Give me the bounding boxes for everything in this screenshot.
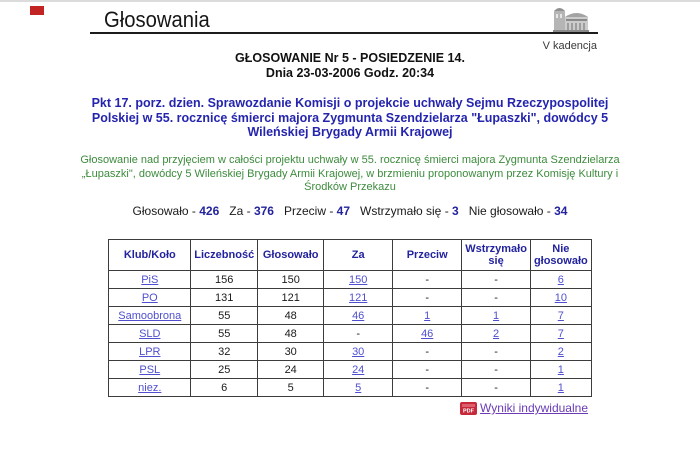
table-cell [530, 325, 591, 343]
table-cell: - [462, 289, 531, 307]
summary-item [360, 204, 459, 218]
individual-results-link[interactable]: Wyniki indywidualne [480, 401, 588, 415]
vote-count-link[interactable]: 46 [352, 309, 365, 322]
table-cell: 30 [258, 343, 324, 361]
vote-description: Głosowanie nad przyjęciem w całości projektu uchwały w 55. rocznicę śmierci majora Zygmunta Szendzielarza „Łupaszki", dowódcy 5 Wileńskiej Brygady Armii Krajowej, w brzmieniu proponowanym przez Komisję Kultury i Środków Przekazu [80, 154, 620, 193]
table-row [109, 325, 591, 343]
vote-summary [0, 204, 700, 218]
vote-heading [0, 51, 700, 81]
vote-count-link[interactable]: 1 [424, 309, 431, 322]
table-cell: 150 [258, 271, 324, 289]
table-cell [530, 307, 591, 325]
table-cell [530, 361, 591, 379]
summary-value: 426 [199, 204, 220, 218]
table-cell [324, 289, 393, 307]
table-cell: 25 [191, 361, 258, 379]
table-cell: - [462, 271, 531, 289]
club-link[interactable]: PO [141, 291, 158, 304]
svg-text:PDF: PDF [463, 408, 475, 414]
vote-count-link[interactable]: 121 [349, 291, 368, 304]
table-cell: 24 [258, 361, 324, 379]
vote-count-link[interactable]: 10 [554, 291, 567, 304]
table-cell [393, 307, 462, 325]
vote-count-link[interactable]: 1 [557, 363, 564, 376]
table-cell: 131 [191, 289, 258, 307]
page-title: Głosowania [104, 7, 210, 32]
table-cell [462, 307, 531, 325]
table-cell [462, 325, 531, 343]
vote-count-link[interactable]: 46 [421, 327, 434, 340]
table-cell [109, 361, 191, 379]
vote-count-link[interactable]: 150 [349, 273, 368, 286]
table-cell: - [462, 343, 531, 361]
table-cell [393, 325, 462, 343]
table-cell [530, 343, 591, 361]
column-header: Liczebność [191, 240, 258, 271]
vote-count-link[interactable]: 5 [355, 381, 362, 394]
table-cell: 121 [258, 289, 324, 307]
table-cell: 48 [258, 325, 324, 343]
table-cell: - [393, 271, 462, 289]
table-cell [324, 271, 393, 289]
vote-count-link[interactable]: 24 [352, 363, 365, 376]
table-cell: 32 [191, 343, 258, 361]
table-row [109, 343, 591, 361]
table-row [109, 307, 591, 325]
header-divider [90, 32, 598, 34]
results-table [108, 239, 591, 397]
kadencja-label: V kadencja [542, 40, 597, 52]
table-cell [324, 379, 393, 397]
table-row [109, 271, 591, 289]
summary-value: 376 [253, 204, 274, 218]
table-cell: 6 [191, 379, 258, 397]
table-cell: 156 [191, 271, 258, 289]
summary-label: Przeciw - [283, 204, 337, 218]
table-cell: - [462, 361, 531, 379]
table-cell: - [462, 379, 531, 397]
column-header: Wstrzymało się [462, 240, 531, 271]
table-cell: - [393, 379, 462, 397]
sejm-building-icon [553, 6, 589, 32]
table-cell: - [393, 361, 462, 379]
table-cell: 48 [258, 307, 324, 325]
table-row [109, 379, 591, 397]
table-cell [530, 271, 591, 289]
table-row [109, 289, 591, 307]
table-cell: - [324, 325, 393, 343]
table-cell [324, 361, 393, 379]
summary-label: Wstrzymało się - [360, 204, 453, 218]
club-link[interactable]: niez. [138, 381, 162, 394]
table-cell [109, 307, 191, 325]
vote-topic: Pkt 17. porz. dzien. Sprawozdanie Komisji o projekcie uchwały Sejmu Rzeczypospolitej Polskiej w 55. rocznicę śmierci majora Zygmunta Szendzielarza "Łupaszki", dowódcy 5 Wileńskiej Brygady Armii Krajowej [91, 96, 609, 139]
vote-heading-line2: Dnia 23-03-2006 Godz. 20:34 [265, 66, 435, 80]
vote-count-link[interactable]: 2 [493, 327, 500, 340]
table-cell [109, 289, 191, 307]
summary-value: 34 [554, 204, 568, 218]
vote-count-link[interactable]: 7 [557, 327, 564, 340]
table-cell: - [393, 289, 462, 307]
table-cell [324, 343, 393, 361]
table-cell: 55 [191, 307, 258, 325]
column-header: Nie głosowało [530, 240, 591, 271]
vote-count-link[interactable]: 2 [557, 345, 564, 358]
summary-label: Za - [229, 204, 254, 218]
column-header: Głosowało [258, 240, 324, 271]
club-link[interactable]: PiS [141, 273, 159, 286]
vote-count-link[interactable]: 6 [557, 273, 564, 286]
vote-heading-line1: GŁOSOWANIE Nr 5 - POSIEDZENIE 14. [235, 51, 465, 65]
table-cell: - [393, 343, 462, 361]
summary-label: Nie głosowało - [468, 204, 555, 218]
vote-count-link[interactable]: 1 [557, 381, 564, 394]
table-cell [530, 289, 591, 307]
club-link[interactable]: PSL [139, 363, 161, 376]
table-cell: 5 [258, 379, 324, 397]
summary-label: Głosowało - [132, 204, 200, 218]
table-cell [109, 325, 191, 343]
summary-value: 47 [336, 204, 351, 218]
table-cell [324, 307, 393, 325]
table-header-row [109, 240, 591, 271]
column-header: Przeciw [393, 240, 462, 271]
table-body [109, 271, 591, 397]
red-marker-icon [30, 6, 44, 15]
table-cell: 55 [191, 325, 258, 343]
vote-count-link[interactable]: 30 [352, 345, 365, 358]
club-link[interactable]: SLD [139, 327, 161, 340]
column-header: Za [324, 240, 393, 271]
table-row [109, 361, 591, 379]
table-cell [530, 379, 591, 397]
summary-value: 3 [452, 204, 459, 218]
column-header: Klub/Koło [109, 240, 191, 271]
table-cell [109, 271, 191, 289]
summary-item [133, 204, 220, 218]
vote-count-link[interactable]: 1 [493, 309, 500, 322]
summary-item [469, 204, 568, 218]
summary-item [229, 204, 274, 218]
table-cell [109, 379, 191, 397]
club-link[interactable]: Samoobrona [118, 309, 182, 322]
summary-item [284, 204, 350, 218]
individual-results [460, 401, 588, 415]
table-cell [109, 343, 191, 361]
club-link[interactable]: LPR [139, 345, 161, 358]
vote-count-link[interactable]: 7 [557, 309, 564, 322]
pdf-icon[interactable] [460, 402, 477, 415]
